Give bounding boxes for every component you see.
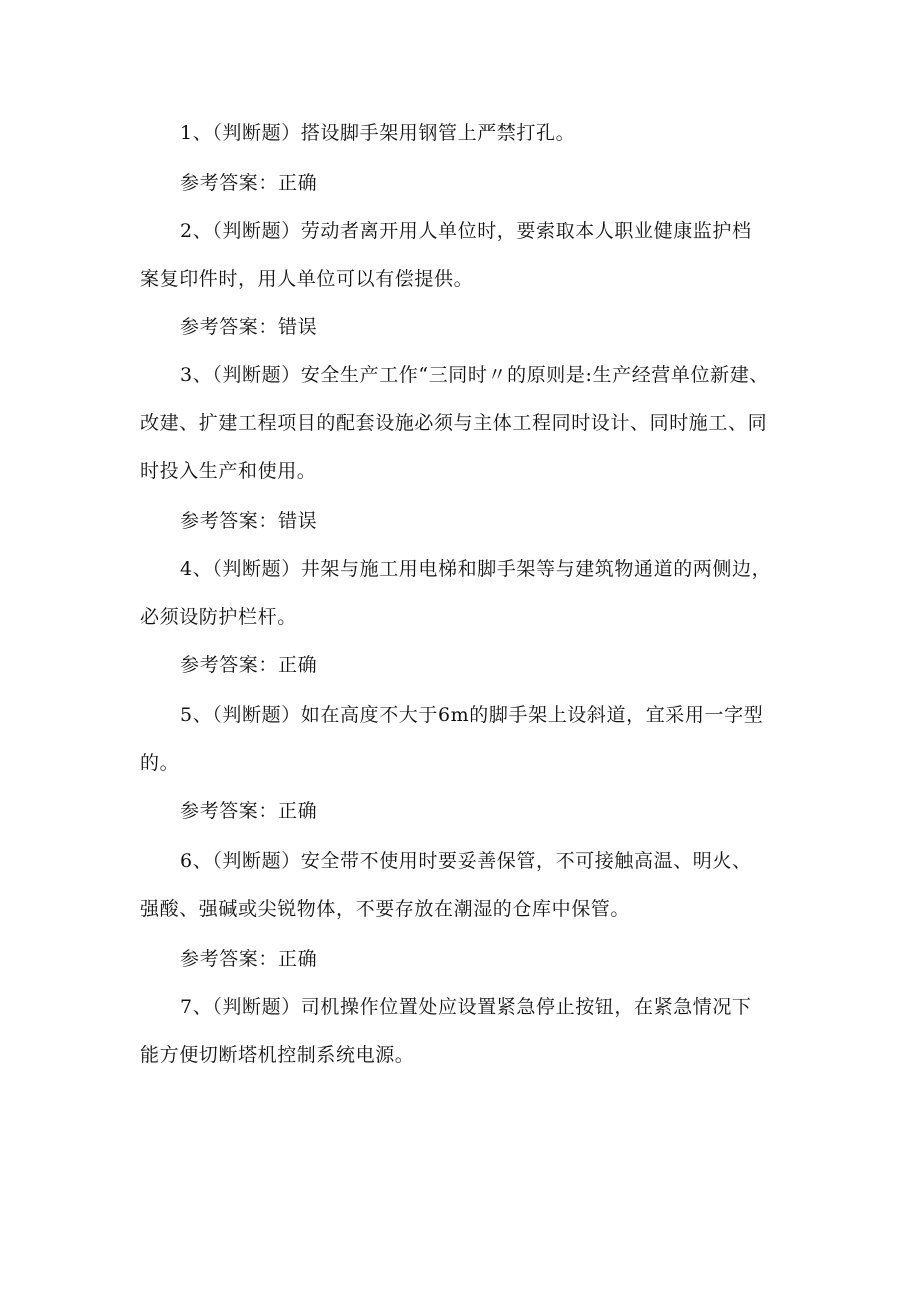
question-7-line-1: 7、（判断题）司机操作位置处应设置紧急停止按钮，在紧急情况下 [180, 996, 752, 1018]
answer-4: 参考答案：正确 [180, 654, 318, 676]
question-7-line-2: 能方便切断塔机控制系统电源。 [140, 1044, 415, 1066]
question-1-line-1: 1、（判断题）搭设脚手架用钢管上严禁打孔。 [180, 122, 576, 144]
answer-1: 参考答案：正确 [180, 172, 318, 194]
question-6-line-2: 强酸、强碱或尖锐物体，不要存放在潮湿的仓库中保管。 [140, 898, 631, 920]
answer-2: 参考答案：错误 [180, 316, 318, 338]
question-5-line-2: 的。 [140, 752, 180, 774]
question-4-line-2: 必须设防护栏杆。 [140, 606, 297, 628]
question-2-line-1: 2、（判断题）劳动者离开用人单位时，要索取本人职业健康监护档 [180, 220, 752, 242]
question-3-line-3: 时投入生产和使用。 [140, 460, 317, 482]
question-4-line-1: 4、（判断题）井架与施工用电梯和脚手架等与建筑物通道的两侧边， [180, 558, 772, 580]
question-5-line-1: 5、（判断题）如在高度不大于6m的脚手架上设斜道，宜采用一字型 [180, 704, 764, 726]
question-3-line-1: 3、（判断题）安全生产工作“三同时〃的原则是:生产经营单位新建、 [180, 364, 769, 386]
answer-6: 参考答案：正确 [180, 948, 318, 970]
answer-3: 参考答案：错误 [180, 510, 318, 532]
question-3-line-2: 改建、扩建工程项目的配套设施必须与主体工程同时设计、同时施工、同 [140, 412, 768, 434]
question-2-line-2: 案复印件时，用人单位可以有偿提供。 [140, 268, 474, 290]
question-6-line-1: 6、（判断题）安全带不使用时要妥善保管，不可接触高温、明火、 [180, 850, 752, 872]
answer-5: 参考答案：正确 [180, 800, 318, 822]
